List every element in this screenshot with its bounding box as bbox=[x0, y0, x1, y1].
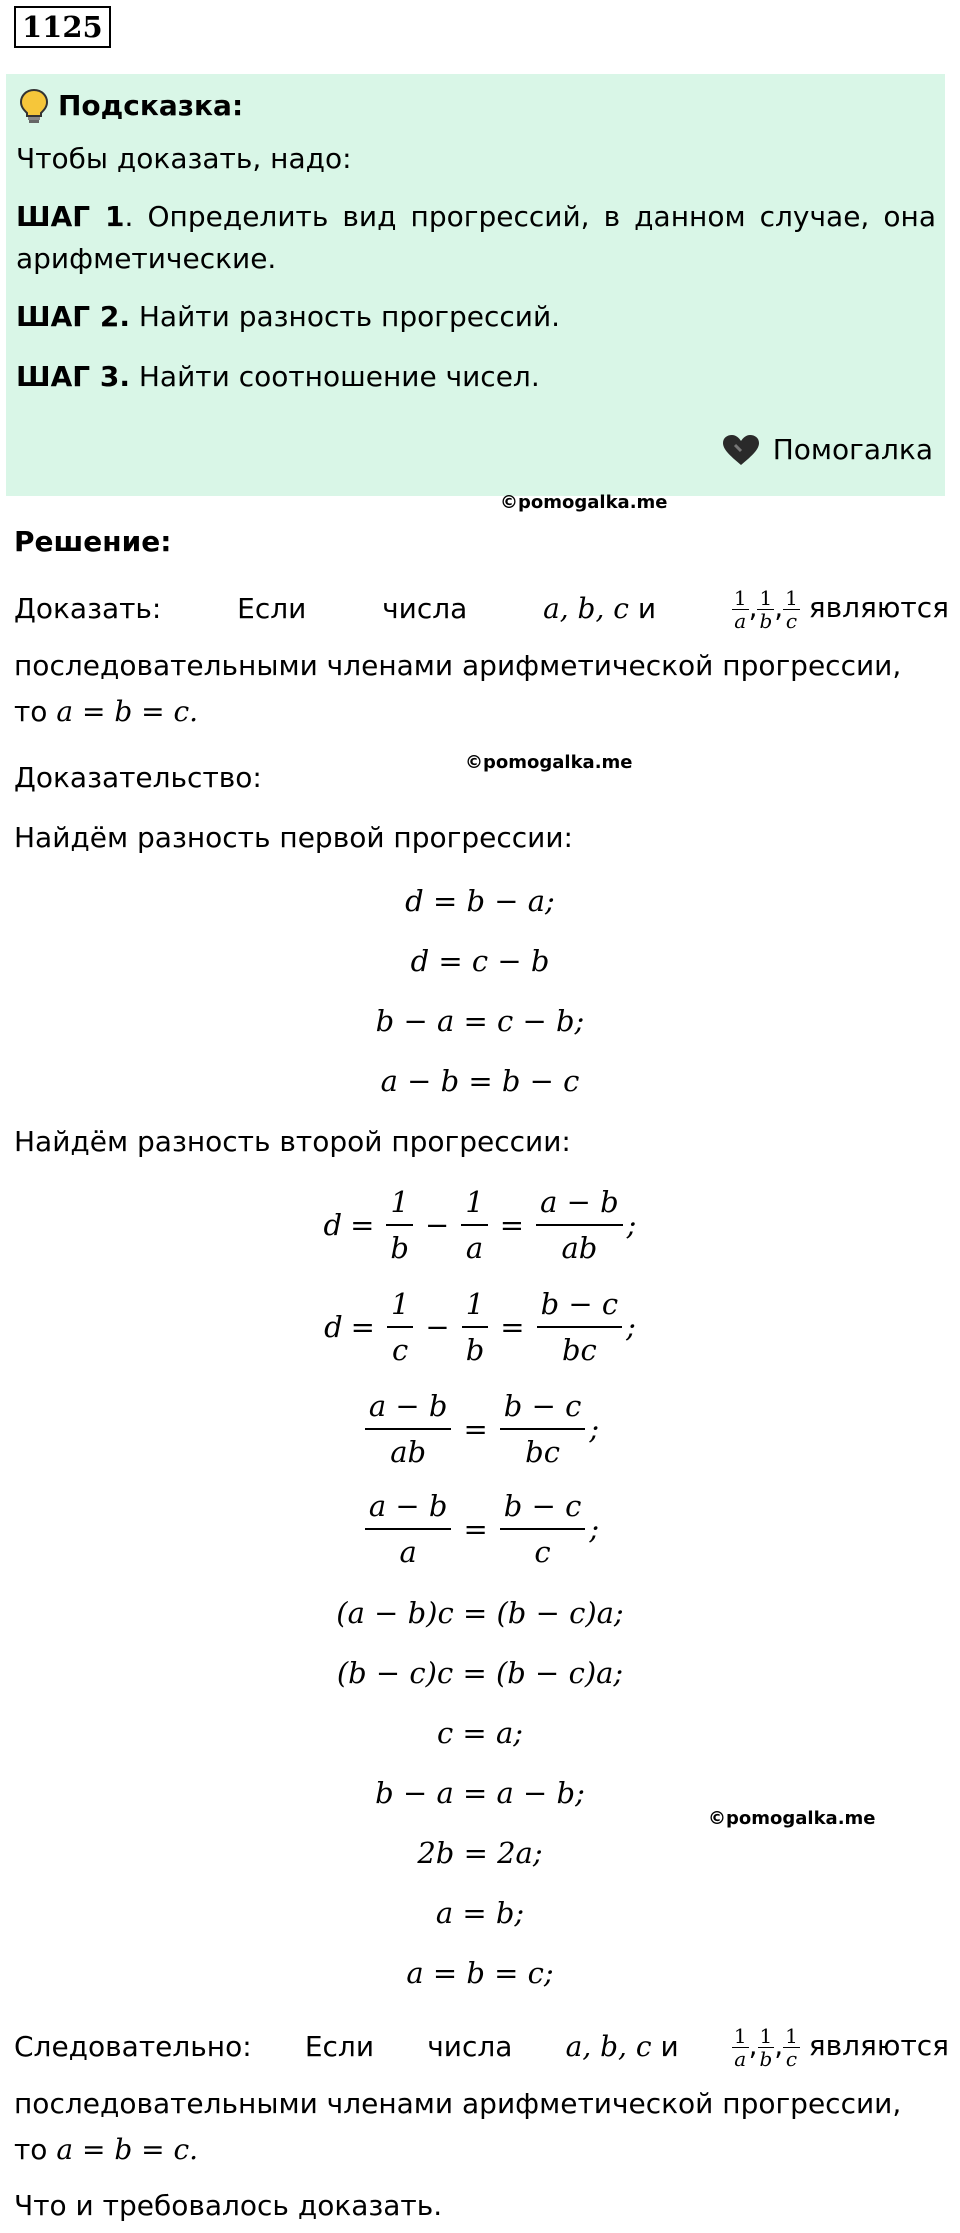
statement-line-1: Доказать: Если числа a, b, c и $\frac{1}{a}$ , $\frac{1}{b}$ , $\frac{1}{c}$ являются bbox=[14, 585, 949, 633]
second-diff-label: Найдём разность второй прогрессии: bbox=[14, 1125, 571, 1158]
equation: d = b − a; bbox=[405, 884, 555, 918]
equation: b − a = a − b; bbox=[375, 1776, 585, 1810]
heart-icon bbox=[721, 433, 761, 467]
equation: a − b = b − c bbox=[380, 1064, 580, 1098]
hint-step-2: ШАГ 2. Найти разность прогрессий. bbox=[16, 300, 561, 333]
equation: (a − b)c = (b − c)a; bbox=[336, 1596, 624, 1630]
hint-box bbox=[6, 74, 945, 496]
fraction-equation: d = $\frac{1}{c}$ − $\frac{1}{b}$ = $\frac{b - c}{bc}$ ; bbox=[0, 1282, 960, 1372]
problem-number: 1125 bbox=[14, 6, 111, 48]
final-statement: Что и требовалось доказать. bbox=[14, 2189, 443, 2222]
equation: b − a = c − b; bbox=[375, 1004, 585, 1038]
conclusion-line-2: последовательными членами арифметической прогрессии, bbox=[14, 2087, 902, 2120]
watermark: ©pomogalka.me bbox=[465, 752, 633, 773]
hint-step-1: ШАГ 1. Определить вид прогрессий, в данном случае, она арифметические. bbox=[16, 200, 936, 275]
equation: (b − c)c = (b − c)a; bbox=[336, 1656, 624, 1690]
equation: 2b = 2a; bbox=[417, 1836, 543, 1870]
brand: Помогалка bbox=[721, 430, 933, 470]
fraction-equation: $\frac{a - b}{a}$ = $\frac{b - c}{c}$ ; bbox=[0, 1484, 960, 1574]
watermark: ©pomogalka.me bbox=[500, 492, 668, 513]
equation: a = b = c; bbox=[406, 1956, 554, 1990]
lightbulb-icon bbox=[18, 88, 50, 124]
hint-intro: Чтобы доказать, надо: bbox=[16, 142, 352, 175]
equation: d = c − b bbox=[410, 944, 550, 978]
conclusion-line-3: то a = b = c. bbox=[14, 2133, 199, 2166]
equation: c = a; bbox=[436, 1716, 524, 1750]
statement-line-2: последовательными членами арифметической прогрессии, bbox=[14, 649, 902, 682]
fraction-equation: $\frac{a - b}{ab}$ = $\frac{b - c}{bc}$ ; bbox=[0, 1384, 960, 1474]
proof-label: Доказательство: bbox=[14, 761, 262, 794]
hint-title: Подсказка: bbox=[18, 88, 243, 124]
fraction-equation: d = $\frac{1}{b}$ − $\frac{1}{a}$ = $\frac{a - b}{ab}$ ; bbox=[0, 1180, 960, 1270]
hint-step-3: ШАГ 3. Найти соотношение чисел. bbox=[16, 360, 540, 393]
watermark: ©pomogalka.me bbox=[708, 1808, 876, 1829]
first-diff-label: Найдём разность первой прогрессии: bbox=[14, 821, 573, 854]
solution-heading: Решение: bbox=[14, 525, 172, 558]
conclusion-line-1: Следовательно: Если числа a, b, c и $\frac{1}{a}$ , $\frac{1}{b}$ , $\frac{1}{c}$ являются bbox=[14, 2023, 949, 2071]
equation: a = b; bbox=[435, 1896, 525, 1930]
statement-line-3: то a = b = c. bbox=[14, 695, 199, 728]
